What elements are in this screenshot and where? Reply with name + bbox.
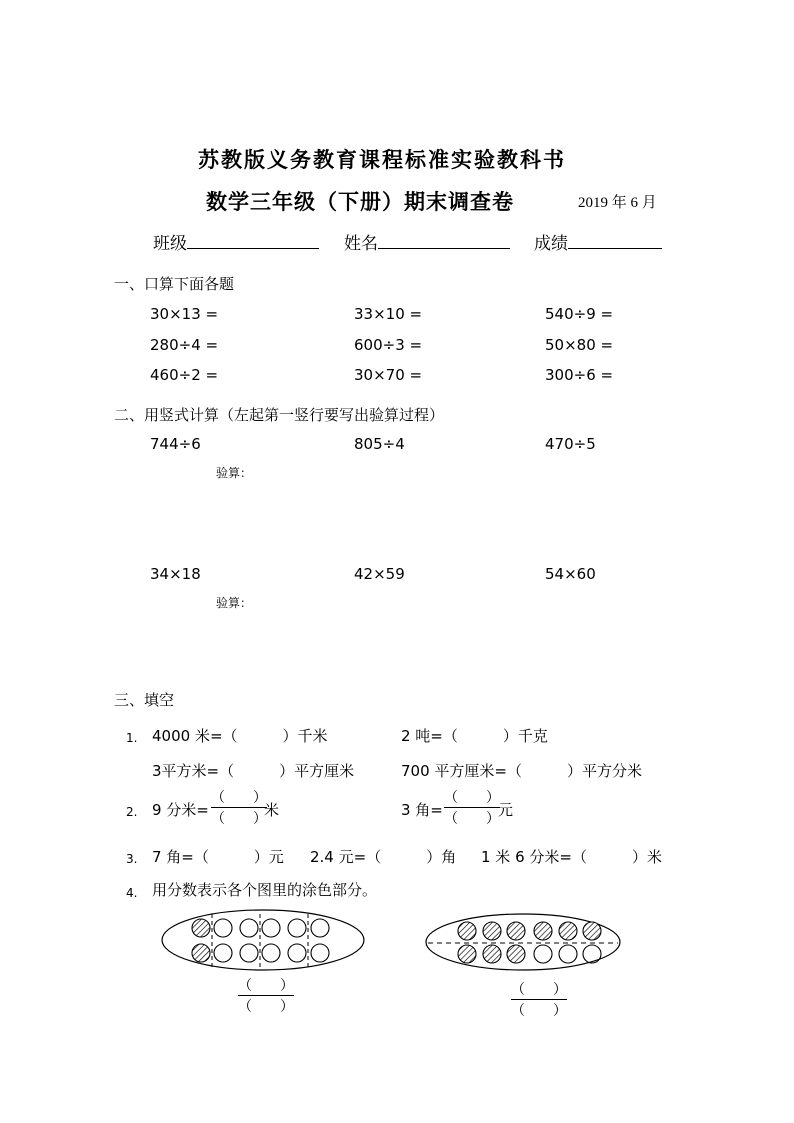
question-number: 3. [126, 852, 138, 866]
check-label: 验算： [216, 596, 253, 610]
question-text: 用分数表示各个图里的涂色部分。 [152, 881, 378, 899]
fraction-unit: 米 [264, 801, 280, 819]
question-number: 1. [126, 731, 138, 745]
fraction-denominator: （ ） [511, 1003, 567, 1019]
shaded-circle [507, 945, 525, 963]
vertical-calc-item: 34×18 [150, 565, 201, 583]
score-label: 成绩 [534, 234, 568, 254]
fraction-denominator: （ ） [238, 999, 294, 1015]
fill-blank-item: 1 米 6 分米=（ ）米 [481, 848, 662, 866]
calc-item: 600÷3 = [354, 336, 423, 354]
empty-circle [240, 944, 258, 962]
fraction-numerator: （ ） [211, 790, 267, 806]
shaded-circle [583, 922, 601, 940]
figure-left-answer[interactable] [238, 975, 294, 1016]
empty-circle [311, 944, 329, 962]
empty-circle [214, 944, 232, 962]
figure-left-oval [162, 910, 364, 970]
empty-circle [214, 919, 232, 937]
shaded-circle [559, 922, 577, 940]
figure-right [426, 914, 620, 970]
empty-circle [262, 944, 280, 962]
section3-heading: 三、填空 [114, 691, 175, 709]
calc-item: 540÷9 = [545, 305, 614, 323]
fill-blank-item: 3平方米=（ ）平方厘米 [152, 762, 355, 780]
shaded-circle [534, 922, 552, 940]
fraction-denominator: （ ） [444, 811, 500, 827]
calc-item: 33×10 = [354, 305, 423, 323]
question-number: 4. [126, 886, 138, 900]
empty-circle [240, 919, 258, 937]
shaded-circle [192, 944, 210, 962]
shaded-circle [483, 922, 501, 940]
name-label: 姓名 [344, 234, 378, 254]
exam-title: 数学三年级（下册）期末调查卷 [206, 189, 514, 214]
shaded-circle [483, 945, 501, 963]
fraction-numerator: （ ） [238, 978, 294, 994]
fill-blank-item: 700 平方厘米=（ ）平方分米 [401, 762, 642, 780]
empty-circle [583, 945, 601, 963]
check-label: 验算： [216, 466, 253, 480]
vertical-calc-item: 54×60 [545, 565, 596, 583]
fraction-numerator: （ ） [444, 790, 500, 806]
calc-item: 30×70 = [354, 366, 423, 384]
vertical-calc-item: 470÷5 [545, 435, 596, 453]
shaded-circle [192, 919, 210, 937]
calc-item: 50×80 = [545, 336, 614, 354]
empty-circle [559, 945, 577, 963]
empty-circle [288, 944, 306, 962]
document-title: 苏教版义务教育课程标准实验教科书 [198, 147, 566, 172]
empty-circle [311, 919, 329, 937]
section1-heading: 一、口算下面各题 [114, 275, 235, 293]
calc-item: 30×13 = [150, 305, 219, 323]
shaded-circle [507, 922, 525, 940]
section2-heading: 二、用竖式计算（左起第一竖行要写出验算过程） [114, 406, 445, 424]
empty-circle [288, 919, 306, 937]
fill-blank-item: 2.4 元=（ ）角 [310, 848, 457, 866]
vertical-calc-item: 42×59 [354, 565, 405, 583]
vertical-calc-item: 805÷4 [354, 435, 405, 453]
fill-blank-item: 7 角=（ ）元 [152, 848, 284, 866]
calc-item: 300÷6 = [545, 366, 614, 384]
figure-left [162, 910, 364, 970]
calc-item: 280÷4 = [150, 336, 219, 354]
fraction-numerator: （ ） [511, 982, 567, 998]
question-number: 2. [126, 805, 138, 819]
fraction-unit: 元 [498, 801, 514, 819]
shaded-circle [458, 945, 476, 963]
figure-right-answer[interactable] [511, 979, 567, 1020]
fraction-prefix: 9 分米= [152, 801, 209, 819]
exam-date: 2019 年 6 月 [578, 195, 657, 211]
shaded-circle [458, 922, 476, 940]
empty-circle [262, 919, 280, 937]
class-label: 班级 [153, 234, 187, 254]
fill-blank-item: 4000 米=（ ）千米 [152, 727, 328, 745]
fill-blank-item: 2 吨=（ ）千克 [401, 727, 548, 745]
empty-circle [534, 945, 552, 963]
fraction-prefix: 3 角= [401, 801, 443, 819]
vertical-calc-item: 744÷6 [150, 435, 201, 453]
fraction-denominator: （ ） [211, 811, 267, 827]
calc-item: 460÷2 = [150, 366, 219, 384]
